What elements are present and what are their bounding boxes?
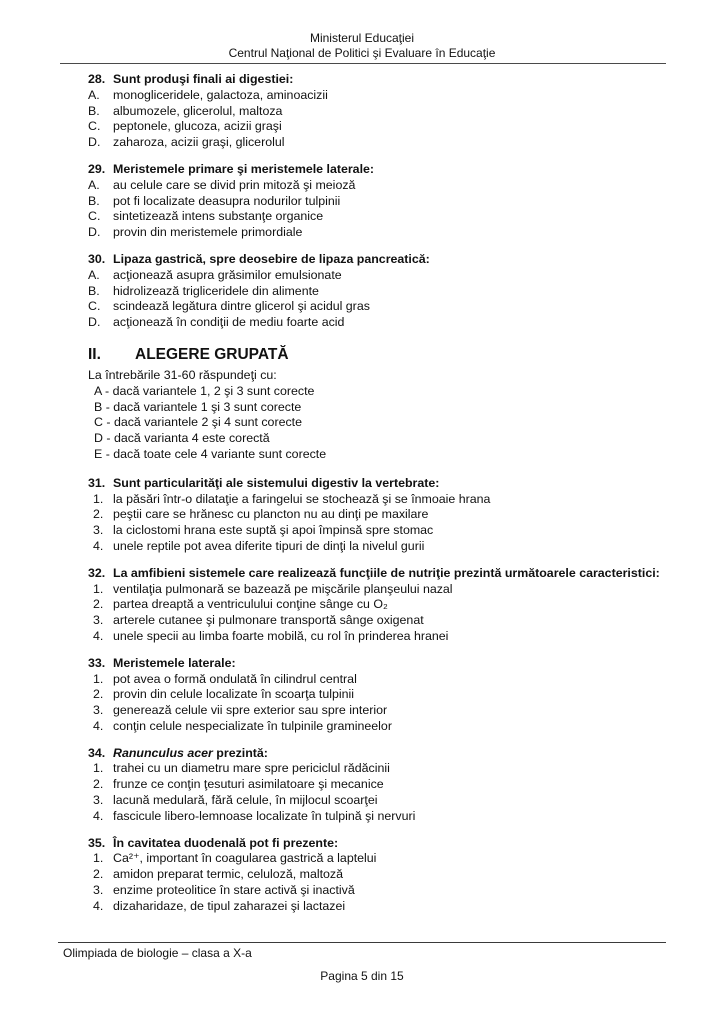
option-row: [88, 104, 682, 120]
item-row: [88, 539, 682, 555]
option-text: au celule care se divid prin mitoză şi meioză: [113, 177, 356, 192]
item-text: unele specii au limba foarte mobilă, cu rol în prinderea hranei: [113, 628, 449, 643]
item-row: [88, 777, 682, 793]
question-35: [88, 836, 682, 915]
option-marker: A.: [88, 87, 100, 102]
question-number: 29.: [88, 161, 106, 176]
item-row: [88, 629, 682, 645]
option-row: [88, 268, 682, 284]
question-31: [88, 476, 682, 555]
option-row: [88, 88, 682, 104]
answer-key-line: B - dacă variantele 1 şi 3 sunt corecte: [94, 399, 302, 414]
item-marker: 1.: [93, 671, 104, 686]
item-marker: 3.: [93, 613, 104, 628]
answer-key: [88, 384, 682, 463]
item-row: [88, 523, 682, 539]
item-marker: 2.: [93, 867, 104, 882]
item-text: trahei cu un diametru mare spre periciclul rădăcinii: [113, 761, 390, 776]
question-30: [88, 252, 682, 331]
item-row: [88, 761, 682, 777]
option-row: [88, 225, 682, 241]
header-line-1: Ministerul Educaţiei: [309, 31, 415, 45]
option-row: [88, 209, 682, 225]
question-stem-text: Sunt produşi finali ai digestiei:: [113, 72, 294, 86]
item-row: [88, 883, 682, 899]
header-divider: [60, 63, 666, 64]
option-text: monogliceridele, galactoza, aminoacizii: [113, 87, 328, 102]
question-stem: [88, 566, 682, 582]
question-stem-text: [113, 476, 682, 492]
item-text: enzime proteolitice în stare activă şi inactivă: [113, 883, 355, 898]
answer-key-line: A - dacă variantele 1, 2 şi 3 sunt corecte: [94, 383, 315, 398]
option-marker: B.: [88, 103, 100, 118]
item-marker: 2.: [93, 597, 104, 612]
item-text: fascicule libero-lemnoase localizate în tulpină şi nervuri: [113, 808, 416, 823]
option-marker: B.: [88, 283, 100, 298]
item-marker: 1.: [93, 761, 104, 776]
question-stem-text: [113, 566, 682, 582]
item-marker: 2.: [93, 687, 104, 702]
option-text: albumozele, glicerolul, maltoza: [113, 103, 283, 118]
item-row: [88, 703, 682, 719]
option-text: scindează legătura dintre glicerol şi acidul gras: [113, 299, 370, 314]
question-stem-main: prezintă:: [212, 745, 268, 760]
section-heading: [88, 345, 682, 364]
footer-page-number: Pagina 5 din 15: [320, 969, 404, 983]
question-stem: [88, 656, 682, 672]
option-row: [88, 284, 682, 300]
item-marker: 4.: [93, 718, 104, 733]
item-row: [88, 597, 682, 613]
option-text: pot fi localizate deasupra nodurilor tulpinii: [113, 193, 341, 208]
question-number: 35.: [88, 835, 106, 850]
option-row: [88, 135, 682, 151]
item-text: Ca²⁺, important în coagularea gastrică a laptelui: [113, 851, 377, 866]
item-marker: 2.: [93, 507, 104, 522]
option-text: provin din meristemele primordiale: [113, 225, 303, 240]
item-marker: 4.: [93, 808, 104, 823]
question-34: [88, 746, 682, 825]
item-marker: 2.: [93, 777, 104, 792]
item-row: [88, 672, 682, 688]
item-row: [88, 809, 682, 825]
option-text: hidrolizează trigliceridele din alimente: [113, 283, 319, 298]
option-marker: C.: [88, 299, 101, 314]
section-numeral: II.: [88, 345, 101, 363]
question-stem: [88, 476, 682, 492]
option-text: peptonele, glucoza, acizii graşi: [113, 119, 282, 134]
option-row: [88, 299, 682, 315]
answer-key-line: C - dacă variantele 2 şi 4 sunt corecte: [94, 415, 302, 430]
item-text: conţin celule nespecializate în tulpinile gramineelor: [113, 718, 392, 733]
item-row: [88, 613, 682, 629]
question-stem-text: Lipaza gastrică, spre deosebire de lipaza pancreatică:: [113, 251, 430, 266]
item-text: peştii care se hrănesc cu plancton nu au dinţi pe maxilare: [113, 507, 429, 522]
question-stem: [88, 72, 682, 88]
item-marker: 3.: [93, 703, 104, 718]
answer-key-line: D - dacă varianta 4 este corectă: [94, 431, 270, 446]
question-33: [88, 656, 682, 735]
question-number: 28.: [88, 72, 106, 86]
option-marker: A.: [88, 267, 100, 282]
question-stem-text: [113, 746, 682, 762]
question-29: [88, 162, 682, 241]
item-row: [88, 719, 682, 735]
page-header: [0, 0, 724, 60]
item-marker: 3.: [93, 883, 104, 898]
item-marker: 4.: [93, 628, 104, 643]
footer-document-title: Olimpiada de biologie – clasa a X-a: [63, 946, 252, 960]
item-text: amidon preparat termic, celuloză, maltoză: [113, 867, 344, 882]
page-content: [0, 72, 724, 915]
option-text: acţionează asupra grăsimilor emulsionate: [113, 267, 342, 282]
option-text: zaharoza, acizii graşi, glicerolul: [113, 135, 285, 150]
section-title: ALEGERE GRUPATĂ: [135, 345, 289, 363]
item-row: [88, 582, 682, 598]
question-stem-text: [113, 836, 682, 852]
item-row: [88, 687, 682, 703]
item-text: unele reptile pot avea diferite tipuri de dinţi la nivelul gurii: [113, 538, 425, 553]
option-row: [88, 178, 682, 194]
item-text: generează celule vii spre exterior sau spre interior: [113, 703, 388, 718]
answer-key-line: E - dacă toate cele 4 variante sunt corecte: [94, 446, 327, 461]
option-marker: D.: [88, 315, 101, 330]
question-number: 31.: [88, 475, 106, 490]
question-stem: [88, 162, 682, 178]
header-line-2: Centrul Naţional de Politici şi Evaluare în Educaţie: [228, 45, 496, 60]
item-text: provin din celule localizate în scoarţa tulpinii: [113, 687, 355, 702]
question-stem-text: Meristemele primare şi meristemele laterale:: [113, 161, 375, 176]
question-number: 32.: [88, 565, 106, 580]
item-text: lacună medulară, fără celule, în mijlocul scoarţei: [113, 793, 378, 808]
option-text: acţionează în condiţii de mediu foarte acid: [113, 315, 345, 330]
item-marker: 3.: [93, 523, 104, 538]
item-text: frunze ce conţin ţesuturi asimilatoare şi mecanice: [113, 777, 384, 792]
option-marker: D.: [88, 135, 101, 150]
item-row: [88, 899, 682, 915]
item-marker: 4.: [93, 898, 104, 913]
item-row: [88, 507, 682, 523]
item-marker: 1.: [93, 851, 104, 866]
item-row: [88, 851, 682, 867]
question-stem-main: Meristemele laterale:: [113, 655, 236, 670]
option-marker: C.: [88, 209, 101, 224]
question-stem-main: La amfibieni sistemele care realizează funcţiile de nutriţie prezintă următoarele caracteristici:: [113, 565, 660, 580]
option-marker: B.: [88, 193, 100, 208]
question-stem: [88, 252, 682, 268]
item-row: [88, 793, 682, 809]
option-row: [88, 194, 682, 210]
option-row: [88, 119, 682, 135]
item-marker: 3.: [93, 793, 104, 808]
item-marker: 4.: [93, 538, 104, 553]
question-stem-main: Sunt particularităţi ale sistemului digestiv la vertebrate:: [113, 475, 440, 490]
item-text: ventilaţia pulmonară se bazează pe mişcările planşeului nazal: [113, 581, 453, 596]
option-text: sintetizează intens substanţe organice: [113, 209, 324, 224]
option-marker: D.: [88, 225, 101, 240]
item-text: pot avea o formă ondulată în cilindrul central: [113, 671, 357, 686]
question-stem-italic: Ranunculus acer: [113, 745, 213, 760]
question-number: 33.: [88, 655, 106, 670]
section-intro: La întrebările 31-60 răspundeţi cu:: [88, 367, 277, 382]
question-stem: [88, 836, 682, 852]
option-marker: C.: [88, 119, 101, 134]
item-marker: 1.: [93, 581, 104, 596]
item-row: [88, 867, 682, 883]
item-text: arterele cutanee şi pulmonare transportă sânge oxigenat: [113, 613, 424, 628]
question-32: [88, 566, 682, 645]
item-marker: 1.: [93, 491, 104, 506]
item-text: la ciclostomi hrana este suptă şi apoi împinsă spre stomac: [113, 523, 434, 538]
question-stem-main: În cavitatea duodenală pot fi prezente:: [113, 835, 339, 850]
item-text: partea dreaptă a ventriculului conţine sânge cu O₂: [113, 597, 388, 612]
item-row: [88, 492, 682, 508]
option-row: [88, 315, 682, 331]
question-number: 30.: [88, 251, 106, 266]
question-28: [88, 72, 682, 151]
option-marker: A.: [88, 177, 100, 192]
question-number: 34.: [88, 745, 106, 760]
footer-divider: [58, 942, 666, 943]
question-stem: [88, 746, 682, 762]
item-text: dizaharidaze, de tipul zaharazei şi lactazei: [113, 898, 346, 913]
question-stem-text: [113, 656, 682, 672]
item-text: la păsări într-o dilataţie a faringelui se stochează şi se înmoaie hrana: [113, 491, 491, 506]
